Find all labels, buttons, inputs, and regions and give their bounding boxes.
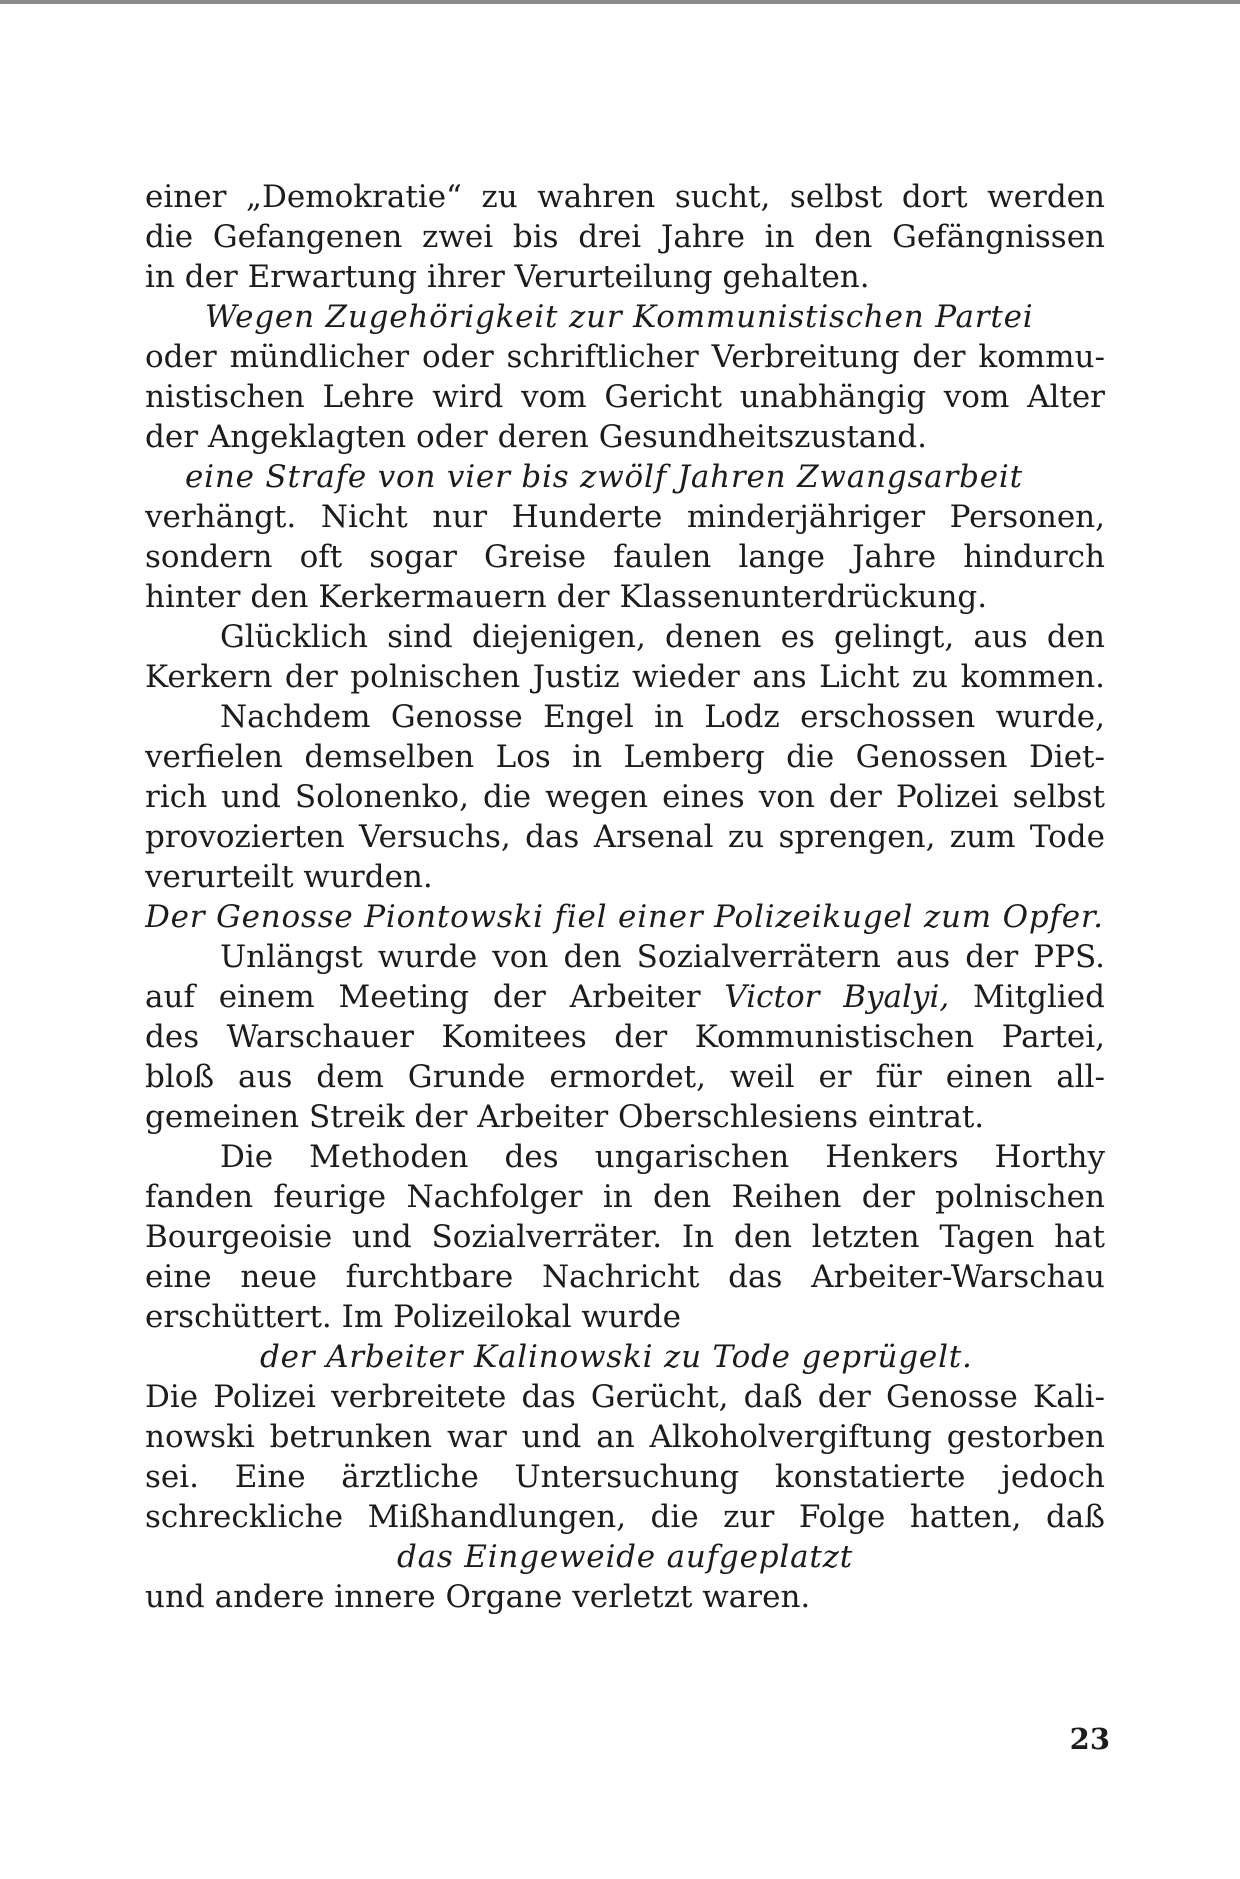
text-line: verhängt. Nicht nur Hunderte minderjähriger Personen, [145,499,1105,535]
text-line: das Eingeweide aufgeplatzt [396,1539,854,1575]
page-number: 23 [1069,1722,1110,1756]
text-line: verurteilt wurden. [145,859,433,895]
text-line: der Angeklagten oder deren Gesundheitszustand. [145,419,927,455]
text-line [145,977,1105,1017]
text-line: des Warschauer Komitees der Kommunistischen Partei, [145,1019,1105,1055]
text-line: der Arbeiter Kalinowski zu Tode geprügelt. [260,1339,973,1375]
text-line: provozierten Versuchs, das Arsenal zu sprengen, zum Tode [145,819,1105,855]
text-line: Glücklich sind diejenigen, denen es gelingt, aus den [220,619,1105,655]
text-fragment: auf einem Meeting der Arbeiter [145,979,725,1015]
text-line: verfielen demselben Los in Lemberg die Genossen Diet- [145,739,1105,775]
top-border-rule [0,0,1240,4]
text-line: Wegen Zugehörigkeit zur Kommunistischen Partei [205,299,1034,335]
text-line: schreckliche Mißhandlungen, die zur Folge hatten, daß [145,1499,1105,1535]
text-line: erschüttert. Im Polizeilokal wurde [145,1299,681,1335]
text-line: eine neue furchtbare Nachricht das Arbeiter-Warschau [145,1259,1105,1295]
text-line: hinter den Kerkermauern der Klassenunterdrückung. [145,579,988,615]
text-line: Die Methoden des ungarischen Henkers Horthy [220,1139,1105,1175]
text-line: sei. Eine ärztliche Untersuchung konstatierte jedoch [145,1459,1105,1495]
italic-name: Victor Byalyi, [724,979,950,1015]
text-line: nowski betrunken war und an Alkoholvergiftung gestorben [145,1419,1105,1455]
text-line: Der Genosse Piontowski fiel einer Polizeikugel zum Opfer. [145,899,1104,935]
text-line: einer „Demokratie“ zu wahren sucht, selbst dort werden [145,179,1105,215]
text-line: in der Erwartung ihrer Verurteilung gehalten. [145,259,870,295]
text-line: Kerkern der polnischen Justiz wieder ans Licht zu kommen. [145,659,1105,695]
text-line: oder mündlicher oder schriftlicher Verbreitung der kommu- [145,339,1105,375]
text-line: sondern oft sogar Greise faulen lange Jahre hindurch [145,539,1105,575]
text-line: nistischen Lehre wird vom Gericht unabhängig vom Alter [145,379,1105,415]
text-fragment: Mitglied [949,979,1105,1015]
body-text [145,177,1105,1617]
text-line: bloß aus dem Grunde ermordet, weil er für einen all- [145,1059,1105,1095]
text-line: die Gefangenen zwei bis drei Jahre in den Gefängnissen [145,219,1105,255]
text-line: Unlängst wurde von den Sozialverrätern aus der PPS. [220,939,1105,975]
text-line: Bourgeoisie und Sozialverräter. In den letzten Tagen hat [145,1219,1105,1255]
text-line: eine Strafe von vier bis zwölf Jahren Zwangsarbeit [185,459,1023,495]
text-line: rich und Solonenko, die wegen eines von der Polizei selbst [145,779,1105,815]
text-line: Nachdem Genosse Engel in Lodz erschossen wurde, [220,699,1105,735]
text-line: Die Polizei verbreitete das Gerücht, daß der Genosse Kali- [145,1379,1105,1415]
text-line: fanden feurige Nachfolger in den Reihen der polnischen [145,1179,1105,1215]
text-line: und andere innere Organe verletzt waren. [145,1579,811,1615]
text-line: gemeinen Streik der Arbeiter Oberschlesiens eintrat. [145,1099,985,1135]
